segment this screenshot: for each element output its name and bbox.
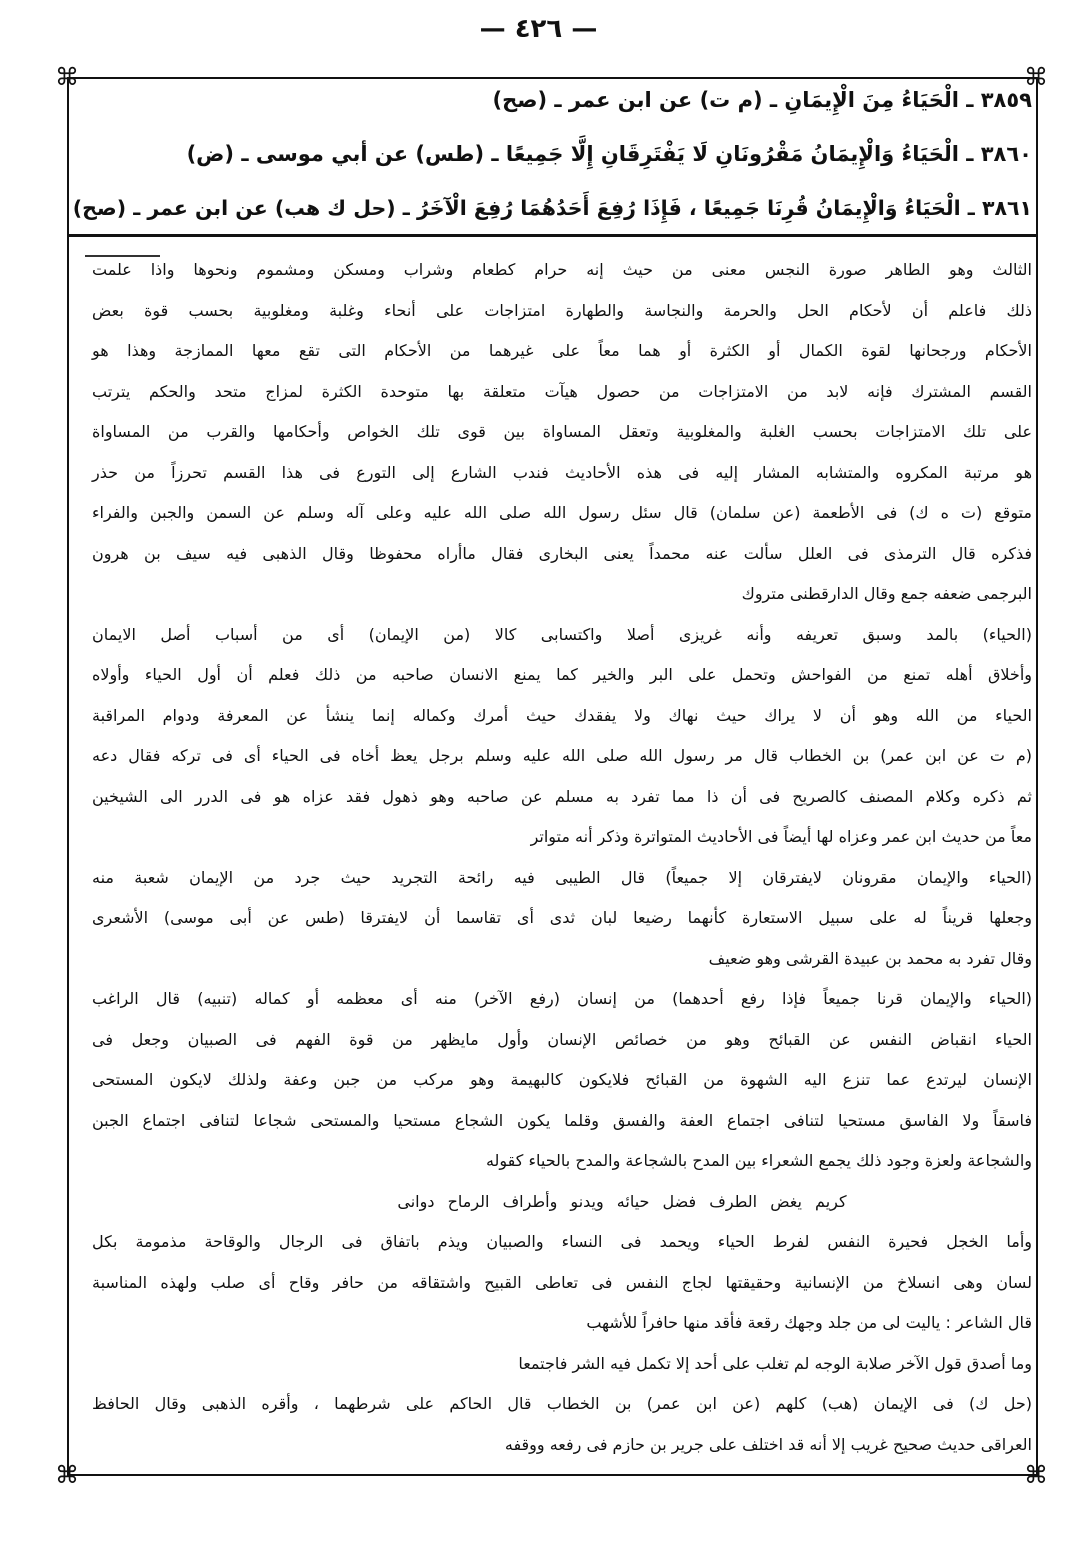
commentary-line: (الحياء والإيمان مقرونان لايفترقان إلا جميعاً) قال الطيبى فيه رائحة التجريد حيث جرد من الإيمان شعبة منه (92, 867, 1032, 887)
commentary-line: العراقى حديث صحيح غريب إلا أنه قد اختلف على جرير بن حازم فى رفعه ووقفه (504, 1434, 1032, 1454)
hadith-text: ٣٨٦١ ـ الْحَيَاءُ وَالْإِيمَانُ قُرِنَا جَمِيعًا ، فَإِذَا رُفِعَ أَحَدُهُمَا رُفِعَ الْآخَرُ ـ (حل ك هب) عن ابن عمر ـ (صح) (72, 196, 1032, 220)
commentary-line: لسان وهى انسلاخ من الإنسانية وحقيقتها لجاج النفس فى تعاطى القبيح واشتقاقه من حافر وقاح أى صلب ولهذه المناسبة (92, 1272, 1032, 1292)
commentary-line: الحياء من الله وهو أن لا يراك حيث نهاك ولا يفقدك حيث أمرك وكماله إنما ينشأ عن المعرفة ودوام المراقبة (92, 705, 1032, 725)
hadith-text: ٣٨٦٠ ـ الْحَيَاءُ وَالْإِيمَانُ مَقْرُونَانِ لَا يَفْتَرِقَانِ إِلَّا جَمِيعًا ـ (طس) عن أبي موسى ـ (ض) (186, 142, 1032, 166)
corner-ornament-icon: ⌘ (55, 1461, 79, 1489)
commentary-line: متوقع (ت ه ك) فى الأطعمة (عن سلمان) قال سئل رسول الله صلى الله عليه وعلى آله وسلم عن السمن والجبن والفراء (92, 503, 1032, 522)
commentary-line: كريم يغض الطرف فضل حيائه ويدنو وأطراف الرماح دوانى (397, 1191, 847, 1211)
commentary-line: الثالث وهو الطاهر صورة النجس معنى من حيث إنه حرام كطعام وشراب ومسكن ومشموم ونحوها واذا علمت (92, 260, 1032, 279)
frame-border-right (1036, 77, 1038, 1476)
commentary-line: (الحياء) بالمد وسبق تعريفه وأنه غريزى أصلا واكتسابى كالا (من الإيمان) أى من أسباب أصل الايمان (92, 624, 1032, 644)
commentary-line: (الحياء والإيمان قرنا جميعاً فإذا رفع أحدهما) من إنسان (رفع الآخر) منه أى معظمه أو كماله (تنبيه) قال الراغب (92, 989, 1032, 1008)
page-number: — ٤٢٦ — (479, 14, 598, 44)
frame-border-bottom (67, 1474, 1037, 1476)
commentary-line: وقال تفرد به محمد بن عبيدة القرشى وهو ضعيف (708, 948, 1032, 968)
commentary-line: وأما الخجل فحيرة النفس لفرط الحياء ويحمد فى النساء والصبيان ويذم باتفاق فى الرجال والوقاحة مذمومة بكل (92, 1232, 1032, 1251)
commentary-line: وما أصدق قول الآخر صلابة الوجه لم تغلب على أحد إلا تكمل فيه الشر فاجتمعا (518, 1353, 1032, 1373)
commentary-line: فذكره قال الترمذى فى العلل سألت عنه محمداً يعنى البخارى فقال ماأراه محفوظا وقال الذهبى فيه سيف بن هرون (92, 543, 1032, 563)
hadith-text: ٣٨٥٩ ـ الْحَيَاءُ مِنَ الْإِيمَانِ ـ (م ت) عن ابن عمر ـ (صح) (492, 88, 1032, 112)
commentary-body (92, 252, 1032, 1467)
commentary-line: ثم ذكره وكلام المصنف كالصريح فى أن ذا مما تفرد به مسلم عن صاحبه وهو ذهول فقد عزاه هو فى الدرر الى الشيخين (92, 786, 1032, 806)
frame-border-top (67, 77, 1037, 79)
commentary-line: قال الشاعر : ياليت لى من جلد وجهك رقعة فأقد منها حافراً للأشهب (586, 1313, 1032, 1332)
corner-ornament-icon: ⌘ (1024, 1461, 1048, 1489)
commentary-line: وجعلها قريناً له على سبيل الاستعارة كأنهما رضيعا لبان ثدى أى تقاسما أن لايفترقا (طس عن أبى موسى) الأشعرى (92, 908, 1032, 927)
commentary-line: القسم المشترك فإنه لابد من الامتزاجات من حصول هيآت متعلقة بها متوحدة الكثرة لمزاج متحد والحكم يترتب (92, 381, 1032, 401)
commentary-line: البرجمى ضعفه جمع وقال الدارقطنى متروك (741, 584, 1032, 603)
commentary-line: والشجاعة ولعزة وجود ذلك يجمع الشعراء بين المدح بالشجاعة والمدح بالحياء كقوله (485, 1151, 1032, 1170)
commentary-line: الأحكام ورجحانها لقوة الكمال أو الكثرة أو هما معاً على غيرهما من الأحكام التى تقع معها الممازجة وهذا هو (92, 341, 1032, 360)
commentary-line: على تلك الامتزاجات بحسب الغلبة والمغلوبية وتعقل المساواة بين قوى تلك الخواص وأحكامها والقرب من المساواة (92, 422, 1032, 441)
commentary-line: الإنسان ليرتدع عما تنزع اليه الشهوة من القبائح فلايكون كالبهيمة وهو مركب من جبن وعفة ولذلك لايكون المستحى (92, 1070, 1032, 1089)
commentary-line: معاً من حديث ابن عمر وعزاه لها أيضاً فى الأحاديث المتواترة وذكر أنه متواتر (530, 827, 1032, 846)
commentary-line: (حل ك) فى الإيمان (هب) كلهم (عن ابن عمر) بن الخطاب قال الحاكم على شرطهما ، وأقره الذهبى وقال الحافظ (92, 1394, 1032, 1413)
corner-ornament-icon: ⌘ (1024, 63, 1048, 91)
commentary-line: فاسقاً ولا الفاسق مستحيا لتنافى اجتماع العفة والفسق وقلما يكون الشجاع مستحيا والمستحى شجاعا لتنافى اجتماع الجبن (92, 1110, 1032, 1130)
section-divider (67, 234, 1037, 237)
commentary-line: (م ت عن ابن عمر) بن الخطاب قال مر رسول الله صلى الله عليه وسلم برجل يعظ أخاه فى الحياء أى فى تركه فقال دعه (92, 746, 1032, 765)
corner-ornament-icon: ⌘ (55, 63, 79, 91)
commentary-line: الحياء انقباض النفس عن القبائح وهو من خصائص الإنسان وأول مايظهر من قوة الفهم فى الصبيان وجعل فى (92, 1029, 1032, 1049)
frame-border-left (67, 77, 69, 1476)
commentary-line: هو مرتبة المكروه والمتشابه المشار إليه فى هذه الأحاديث فندب الشارع إلى التورع فى هذا القسم تحرزاً من حذر (92, 462, 1032, 482)
commentary-line: وأخلاق أهله تمنع من الفواحش وتحمل على البر والخير كما يمنع الانسان صاحبه من ذلك فعلم أن أول الحياء وأولاه (92, 665, 1032, 684)
commentary-line: ذلك فاعلم أن لأحكام الحل والحرمة والنجاسة والطهارة امتزاجات على أنحاء وغلبة ومغلوبية بحسب قوة بعض (92, 300, 1032, 320)
